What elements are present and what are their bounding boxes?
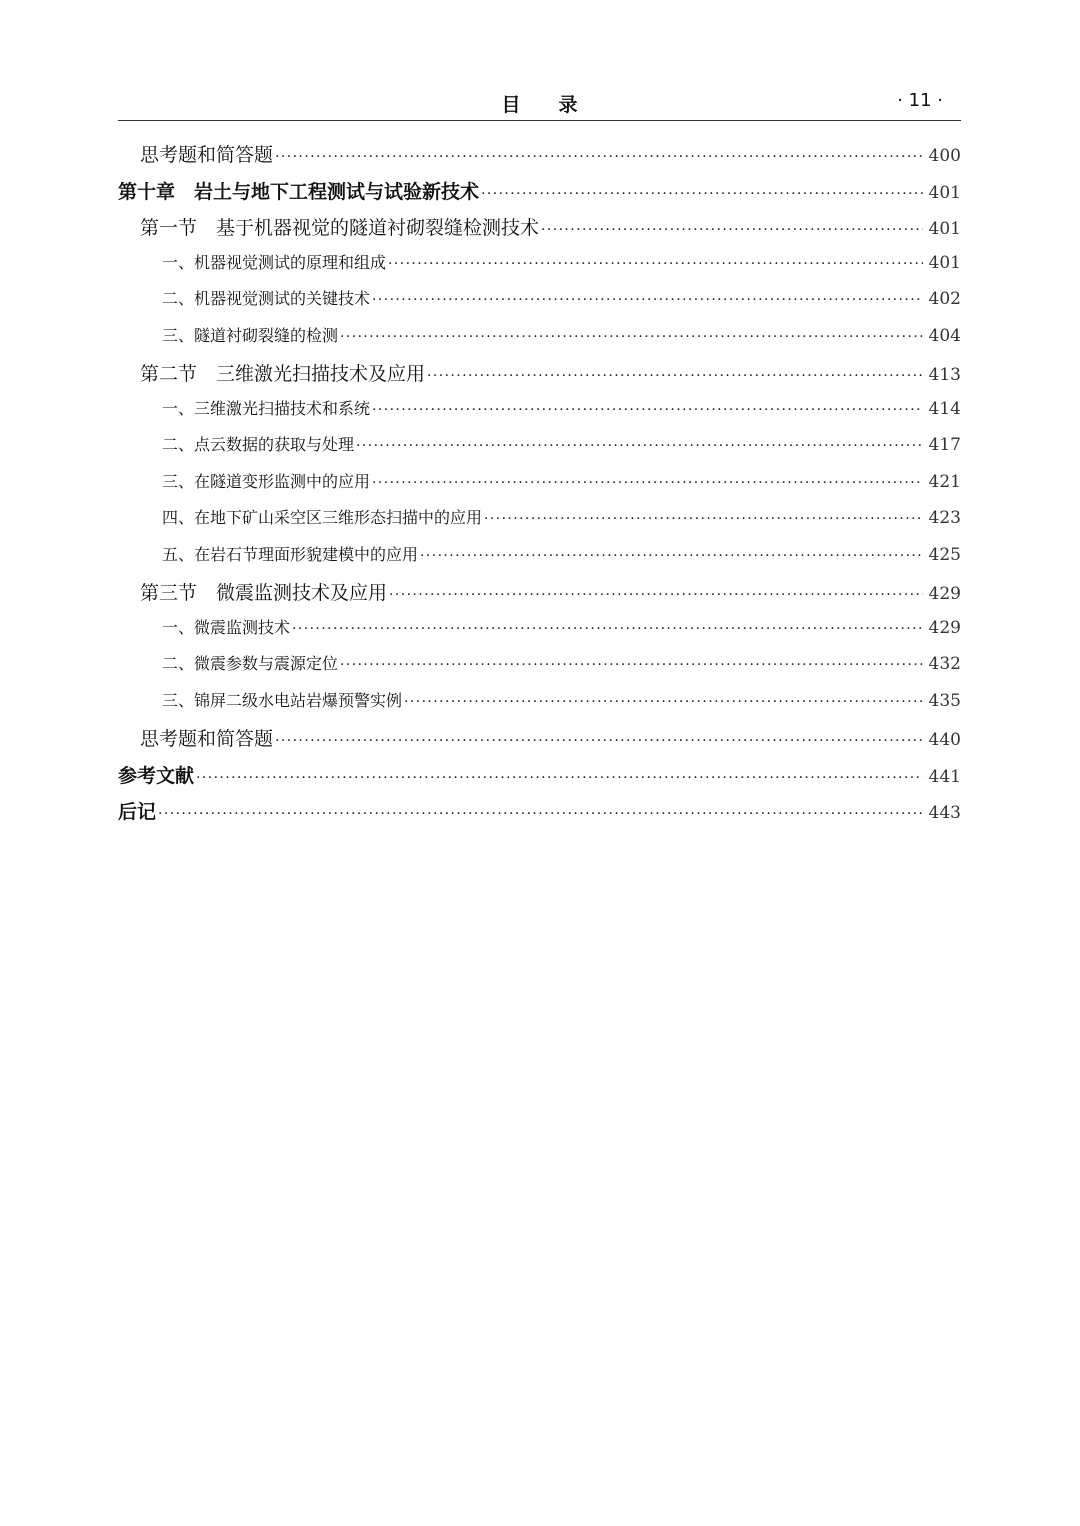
toc-entry[interactable] (118, 761, 961, 798)
dot-leader (340, 329, 923, 345)
toc-entry[interactable] (118, 797, 961, 834)
dot-leader (541, 222, 923, 238)
toc-entry[interactable] (118, 578, 961, 615)
toc-entry-page: 441 (928, 766, 961, 787)
toc-entry[interactable] (118, 359, 961, 396)
toc-entry-page: 429 (928, 617, 961, 638)
toc-entry[interactable] (118, 286, 961, 323)
page-number: · 11 · (897, 90, 943, 111)
toc-entry-title: 一、三维激光扫描技术和系统 (162, 398, 371, 418)
toc-entry-page: 400 (928, 146, 961, 166)
toc-entry[interactable] (118, 651, 961, 688)
toc-entry-title: 一、机器视觉测试的原理和组成 (162, 252, 387, 272)
dot-leader (158, 806, 923, 822)
dot-leader (196, 770, 923, 786)
dot-leader (404, 694, 923, 710)
toc-entry-page: 440 (928, 730, 961, 750)
dot-leader (481, 186, 923, 202)
toc-entry-title: 后记 (118, 801, 157, 823)
toc-entry-title: 四、在地下矿山采空区三维形态扫描中的应用 (162, 508, 483, 527)
toc-entry[interactable] (118, 140, 961, 177)
toc-entry-page: 443 (928, 803, 961, 823)
toc-entry-page: 401 (928, 252, 961, 273)
toc-entry[interactable] (118, 213, 961, 250)
toc-entry[interactable] (118, 250, 961, 287)
toc-entry[interactable] (118, 323, 961, 360)
toc-entry[interactable] (118, 505, 961, 542)
toc-entry-page: 401 (928, 182, 961, 203)
dot-leader (372, 402, 923, 418)
table-of-contents (118, 140, 961, 834)
toc-entry-page: 423 (928, 508, 961, 528)
dot-leader (372, 292, 923, 308)
toc-entry-title: 第一节 基于机器视觉的隧道衬砌裂缝检测技术 (140, 217, 540, 239)
toc-entry-title: 五、在岩石节理面形貌建模中的应用 (162, 544, 419, 564)
toc-entry[interactable] (118, 542, 961, 579)
toc-entry-page: 402 (928, 289, 961, 309)
toc-entry[interactable] (118, 432, 961, 469)
toc-entry-page: 421 (928, 471, 961, 492)
toc-entry[interactable] (118, 177, 961, 214)
toc-entry[interactable] (118, 615, 961, 652)
toc-entry-title: 第三节 微震监测技术及应用 (140, 582, 388, 604)
toc-entry-title: 三、锦屏二级水电站岩爆预警实例 (162, 690, 403, 710)
toc-entry-title: 二、微震参数与震源定位 (162, 654, 339, 673)
running-header (118, 84, 961, 121)
toc-entry-title: 三、在隧道变形监测中的应用 (162, 471, 371, 491)
toc-entry-title: 二、点云数据的获取与处理 (162, 435, 355, 454)
dot-leader (356, 438, 923, 454)
toc-entry-title: 二、机器视觉测试的关键技术 (162, 289, 371, 308)
dot-leader (388, 256, 923, 272)
toc-entry-page: 429 (928, 584, 961, 604)
toc-entry-page: 414 (928, 398, 961, 419)
toc-entry-title: 第二节 三维激光扫描技术及应用 (140, 363, 426, 385)
toc-entry-page: 401 (928, 219, 961, 239)
header-title: 目录 (501, 94, 616, 116)
toc-entry-page: 425 (928, 544, 961, 565)
toc-entry-page: 404 (928, 325, 961, 346)
toc-entry-title: 思考题和简答题 (140, 728, 274, 750)
dot-leader (275, 733, 923, 749)
toc-entry-page: 417 (928, 435, 961, 455)
dot-leader (372, 475, 923, 491)
dot-leader (292, 621, 923, 637)
dot-leader (275, 149, 923, 165)
dot-leader (420, 548, 923, 564)
toc-entry-title: 一、微震监测技术 (162, 617, 291, 637)
toc-entry-title: 参考文献 (118, 764, 195, 787)
toc-entry[interactable] (118, 396, 961, 433)
toc-entry[interactable] (118, 724, 961, 761)
toc-entry-page: 435 (928, 690, 961, 711)
toc-entry-title: 思考题和简答题 (140, 144, 274, 166)
toc-entry-title: 第十章 岩土与地下工程测试与试验新技术 (118, 180, 480, 203)
toc-entry-title: 三、隧道衬砌裂缝的检测 (162, 325, 339, 345)
dot-leader (340, 657, 923, 673)
toc-entry[interactable] (118, 469, 961, 506)
dot-leader (427, 368, 923, 384)
toc-entry-page: 432 (928, 654, 961, 674)
toc-entry-page: 413 (928, 365, 961, 385)
dot-leader (484, 511, 923, 527)
dot-leader (389, 587, 923, 603)
toc-entry[interactable] (118, 688, 961, 725)
